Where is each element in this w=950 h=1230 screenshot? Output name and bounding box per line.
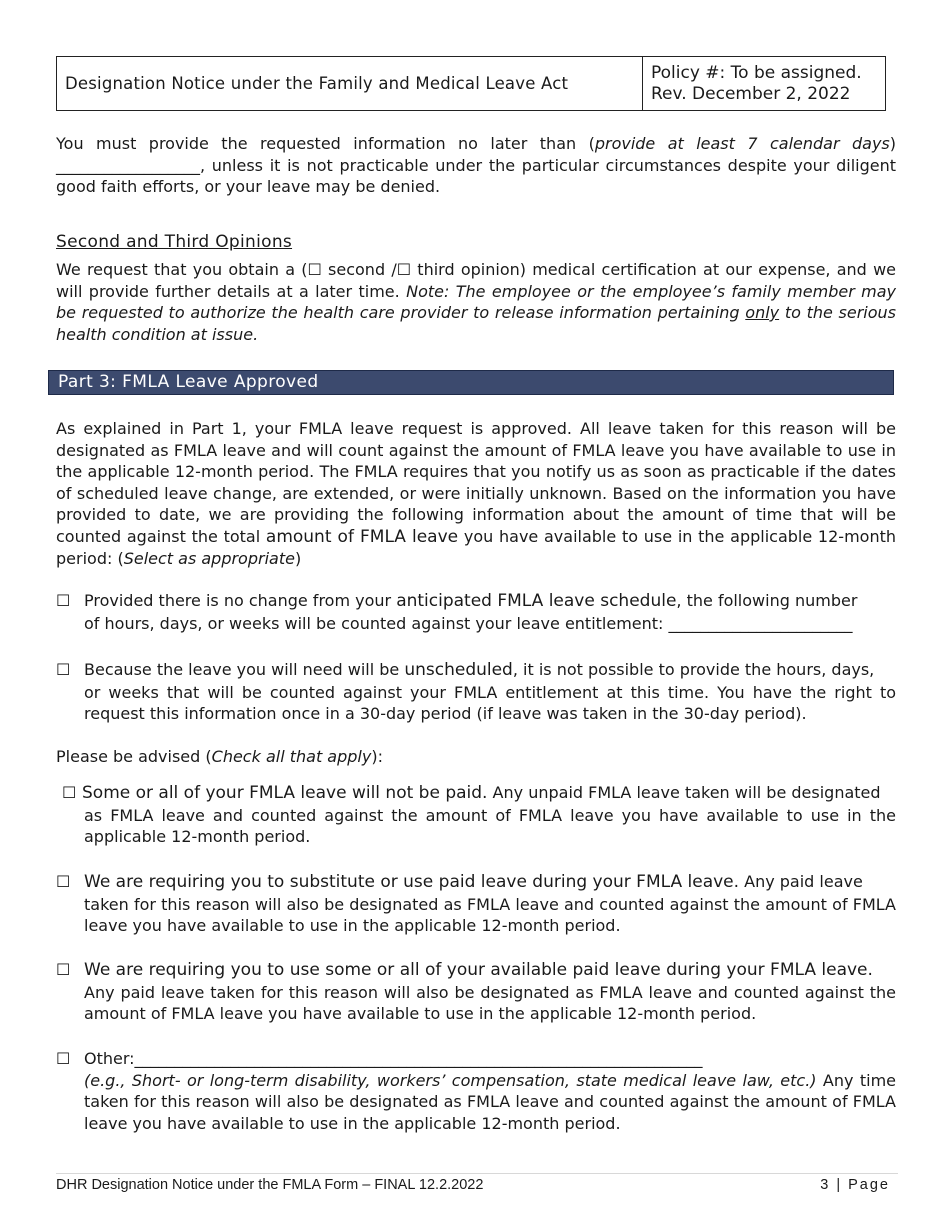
header-table xyxy=(56,56,886,111)
policy-number: Policy #: To be assigned. xyxy=(651,63,862,83)
check-other: ☐ Other:_______________________________________________________________________ (e.g., Short- or long-term disability, workers’ compensation, state medical leave law, etc.) Any time taken for this reason will also be designated as FMLA leave and counted against the amount of FMLA leave you have available to use in the applicable 12-month period. xyxy=(56,1049,897,1133)
check-substitute-paid-leave: ☐ We are requiring you to substitute or use paid leave during your FMLA leave. Any paid leave taken for this reason will also be designated as FMLA leave and counted against the amount of FMLA leave you have available to use in the applicable 12-month period. xyxy=(56,872,896,935)
checkbox-icon[interactable]: ☐ xyxy=(56,872,71,891)
checkbox-icon[interactable]: ☐ xyxy=(56,1049,71,1068)
checkbox-icon[interactable]: ☐ xyxy=(56,591,71,610)
second-third-paragraph: We request that you obtain a (☐ second /☐ third opinion) medical certification at our expense, and we will provide further details at a later time. Note: The employee or the employee’s family member may be requested to authorize the health care provider to release information pertaining only to the serious health condition at issue. xyxy=(56,260,897,344)
form-title: Designation Notice under the Family and Medical Leave Act xyxy=(57,57,643,110)
policy-cell xyxy=(643,57,885,110)
other-field[interactable]: Other:_______________________________________________________________________ xyxy=(84,1049,703,1068)
checkbox-icon[interactable]: ☐ xyxy=(56,660,71,679)
revision-date: Rev. December 2, 2022 xyxy=(651,84,851,104)
part3-section-bar: Part 3: FMLA Leave Approved xyxy=(48,370,894,395)
second-third-heading: Second and Third Opinions xyxy=(56,232,293,252)
option-provided-schedule: ☐ Provided there is no change from your anticipated FMLA leave schedule, the following number of hours, days, or weeks will be counted against your leave entitlement: _______________________ xyxy=(56,591,858,633)
advised-intro: Please be advised (Check all that apply): xyxy=(56,747,383,766)
check-use-available-paid-leave: ☐ We are requiring you to use some or all of your available paid leave during your FMLA leave. Any paid leave taken for this reason will also be designated as FMLA leave and counted against the amount of FMLA leave you have available to use in the applicable 12-month period. xyxy=(56,960,896,1023)
checkbox-icon[interactable]: ☐ xyxy=(62,783,77,802)
checkbox-icon[interactable]: ☐ xyxy=(56,960,71,979)
footer-divider xyxy=(56,1173,898,1174)
option-unscheduled: ☐ Because the leave you will need will be unscheduled, it is not possible to provide the hours, days, or weeks that will be counted against your FMLA entitlement at this time. You have the right to request this information once in a 30-day period (if leave was taken in the 30-day period). xyxy=(56,660,896,723)
check-unpaid-leave: ☐ Some or all of your FMLA leave will not be paid. Any unpaid FMLA leave taken will be designated as FMLA leave and counted against the amount of FMLA leave you have available to use in the applicable 12-month period. xyxy=(62,783,896,846)
info-deadline-paragraph: You must provide the requested information no later than (provide at least 7 calendar days) __________________, unless it is not practicable under the particular circumstances despite your diligent good faith efforts, or your leave may be denied. xyxy=(56,134,896,196)
footer-form-name: DHR Designation Notice under the FMLA Form – FINAL 12.2.2022 xyxy=(56,1177,484,1193)
page-number: 3 | Page xyxy=(820,1177,890,1193)
part3-paragraph: As explained in Part 1, your FMLA leave request is approved. All leave taken for this reason will be designated as FMLA leave and will count against the amount of FMLA leave you have available to use in the applicable 12-month period. The FMLA requires that you notify us as soon as practicable if the dates of scheduled leave change, are extended, or were initially unknown. Based on the information you have provided to date, we are providing the following information about the amount of time that will be counted against the total amount of FMLA leave you have available to use in the applicable 12-month period: (Select as appropriate) xyxy=(56,419,896,568)
